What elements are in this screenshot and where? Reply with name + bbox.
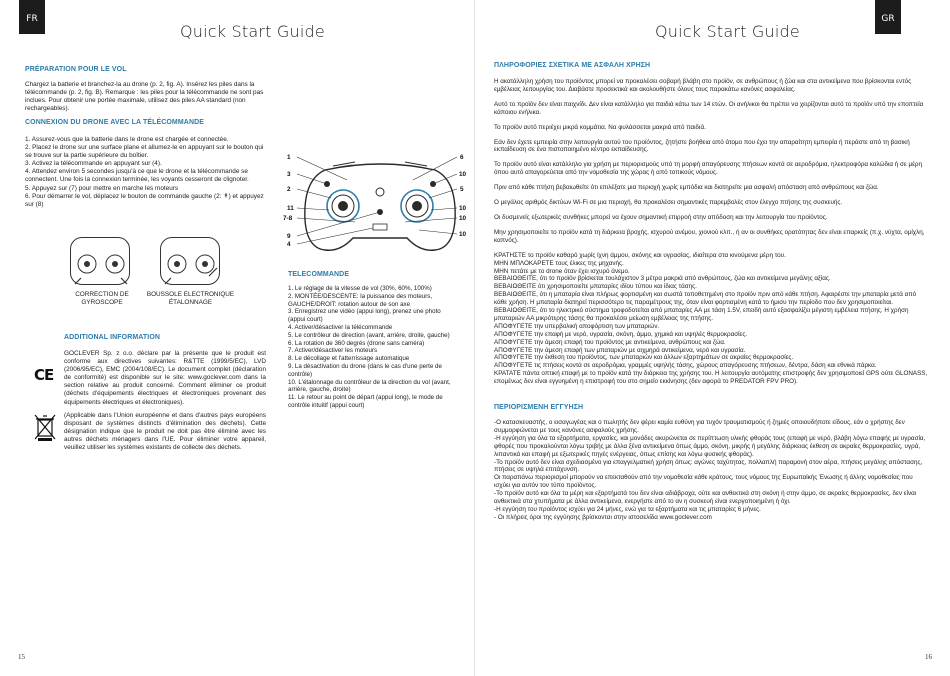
safety-rule: ΑΠΟΦΥΓΕΤΕ την άμεση επαφή των μπαταριών με αιχμηρά αντικείμενα, νερό και υγρασία.	[494, 346, 746, 354]
ce-mark-logo: CE	[34, 366, 54, 384]
safety-rule: ΜΗΝ ΜΠΛΟΚΑΡΕΤΕ τους έλικες της μηχανής.	[494, 259, 624, 267]
connection-step: 6. Pour démarrer le vol, déplacez le bouton de commande gauche (2: ↟) et appuyez sur (8)	[25, 192, 264, 208]
safety-rule: ΑΠΟΦΥΓΕΤΕ την υπερβολική αποφόρτιση των μπαταριών.	[494, 322, 660, 330]
connection-step: 1. Assurez-vous que la batterie dans le drone est chargée et connectée.	[25, 136, 229, 143]
page-title: Quick Start Guide	[180, 22, 325, 41]
remote-function-item: 7. Activer/désactiver les moteurs	[288, 347, 378, 355]
safety-paragraph: Αυτό το προϊόν δεν είναι παιχνίδι. Δεν είναι κατάλληλο για παιδιά κάτω των 14 ετών. Οι ανήλικοι θα πρέπει να χειρίζονται αυτό το προϊόν υπό την εποπτεία κάποιου ενήλικα.	[494, 100, 924, 116]
right-page	[475, 0, 950, 676]
safety-paragraph: Ο μεγάλος αριθμός δικτύων Wi-Fi σε μια περιοχή, θα προκαλέσει σημαντικές παρεμβολές στον έλεγχο πτήσης της συσκευής.	[494, 199, 843, 207]
connection-step: 5. Appuyez sur (7) pour mettre en marche les moteurs	[25, 184, 179, 192]
safety-paragraph: Εάν δεν έχετε εμπειρία στην λειτουργία αυτού του προϊόντος, ζητήστε βοήθεια από άτομο που έχει την απαραίτητη εμπειρία ή περάστε από τη βασική εκπαίδευση σε ένα πιστοποιημένο κέντρο εκπαίδευσης.	[494, 138, 910, 154]
connection-step: 2. Placez le drone sur une surface plane et allumez-le en appuyant sur le bouton qui se trouve sur la partie supérieure du boîtier.	[25, 144, 264, 160]
warranty-item: -Η εγγύηση του προϊόντος ισχύει για 24 μήνες, ενώ για τα εξαρτήματα και τις μπαταρίες 6 μήνες.	[494, 505, 761, 513]
section-title-connection: CONNEXION DU DRONE AVEC LA TÉLÉCOMMANDE	[25, 119, 205, 126]
safety-rule: ΑΠΟΦΥΓΕΤΕ τις πτήσεις κοντά σε αεροδρόμια, γραμμές υψηλής τάσης, χώρους απαγόρευσης πτήσεων, δέντρα, δάση και εθνικά πάρκα.	[494, 362, 877, 370]
safety-rule: ΑΠΟΦΥΓΕΤΕ την επαφή με νερό, υγρασία, σκόνη, άμμο, χημικά και υψηλές θερμοκρασίες.	[494, 330, 748, 338]
section-title-warranty: ΠΕΡΙΟΡΙΣΜΕΝΗ ΕΓΓΥΗΣΗ	[494, 404, 584, 411]
controller-label: 3	[287, 171, 291, 178]
safety-rule: ΒΕΒΑΙΩΘΕΙΤΕ, ότι το προϊόν βρίσκεται τουλάχιστον 3 μέτρα μακριά από ανθρώπους, ζώα και αντικείμενα μεγάλης αξίας.	[494, 275, 831, 283]
controller-label: 2	[287, 186, 291, 193]
gyro-caption: CORRECTION DE GYROSCOPE	[75, 291, 129, 306]
safety-rule: ΚΡΑΤΗΣΤΕ το προϊόν καθαρό χωρίς ίχνη άμμου, σκόνης και υγρασίας, ιδιαίτερα στα κινούμενα μέρη του.	[494, 251, 786, 259]
remote-function-item: 6. La rotation de 360 degrés (drone sans caméra)	[288, 339, 425, 347]
controller-label: 10	[459, 171, 467, 178]
additional-info-text: GOCLEVER Sp. z o.o. déclare par la présente que le produit est conforme aux directives suivantes: R&TTE (1999/5/EC), LVD (2006/95/EC), EMC (2004/108/EC). Le document complet (déclaration de conformité) est disponible sur le site: www.goclever.com dans la section relative au produit concerné. Comment éliminer ce produit (déchets d'équipements électriques et électroniques provenant des équipements électriques et électroniques).	[64, 350, 266, 406]
section-title-additional-info: ADDITIONAL INFORMATION	[64, 334, 161, 341]
controller-label: 11	[287, 205, 294, 212]
connection-step: 4. Attendez environ 5 secondes jusqu'à ce que le drone et la télécommande se connectent. Une fois la connexion terminée, les voyants cesseront de clignoter.	[25, 168, 249, 184]
controller-label: 9	[287, 233, 291, 240]
warranty-item: -Η εγγύηση για όλα τα εξαρτήματα, εργασίες, και μονάδες ακυρώνεται σε περίπτωση υλικής φθοράς τους (επαφή με νερό, βλάβη λόγω επαφής με υγρασία, φθορές που προκαλούνται λόγω τριβής με άλλα ξένα αντικείμενα όπως άμμο, σκόνη, μικρής ή μεγάλης διάρκειας έκθεση σε ακραίες θερμοκρασίες, υγρά, λιπαντικά και επαφή με εξωτερικές πηγές ενέργειας, όπως επίσης και λόγω φυσικής φθοράς).	[494, 434, 926, 458]
page-number: 15	[18, 653, 25, 661]
remote-function-item: 4. Activer/désactiver la télécommande	[288, 323, 393, 331]
controller-label: 6	[460, 154, 464, 161]
controller-label: 1	[287, 154, 291, 161]
safety-rule: ΒΕΒΑΙΩΘΕΙΤΕ, ότι η μπαταρία είναι πλήρως φορτισμένη και σωστά τοποθετημένη στο προϊόν πριν από κάθε πτήση. Αφαιρέστε την μπαταρία μετά από κάθε χρήση. Η μπαταρία διατηρεί περισσότερο τις παραμέτρους της, όταν είναι φορτισμένη κατά το ήμισυ την περίοδο που δεν χρησιμοποιείται.	[494, 291, 917, 307]
controller-label: 4	[287, 241, 291, 248]
controller-drawing	[285, 150, 475, 260]
remote-function-item: 9. La désactivation du drone (dans le cas d'une perte de contrôle)	[288, 362, 442, 378]
remote-functions-list	[288, 285, 453, 410]
controller-label: 10	[459, 205, 467, 212]
safety-paragraph: Το προϊόν αυτό περιέχει μικρά κομμάτια. Να φυλάσσεται μακριά από παιδιά.	[494, 123, 706, 131]
controller-diagram	[285, 150, 475, 260]
warranty-text	[494, 419, 929, 522]
warranty-item: -Το προϊόν αυτό δεν είναι σχεδιασμένο για επαγγελματική χρήση όπως: αγώνες ταχύτητας, πολλαπλή παραμονή στον αέρα, πτήσεις μεγάλης απόστασης, πτήσεις σε υψηλά επιτάχυνση.	[494, 458, 923, 474]
safety-rule: ΜΗΝ πετάτε με το drone όταν έχει ισχυρό άνεμο.	[494, 267, 630, 275]
compass-calibration-illustration	[160, 237, 220, 285]
safety-rule: ΒΕΒΑΙΩΘΕΙΤΕ ότι χρησιμοποιείτε μπαταρίες ιδίου τύπου και ίδιας τάσης.	[494, 283, 697, 291]
warranty-item: -Το προϊόν αυτό και όλα τα μέρη και εξαρτήματά του δεν είναι αδιάβροχα, ούτε και ανθεκτικά στη σκόνη ή στην άμμο, σε ακραίες θερμοκρασίες, δεν είναι ανθεκτικά στα χτυπήματα με άλλα αντικείμενα, ενεργήστε από το αν η συσκευή είναι ενεργοποιημένη ή όχι.	[494, 490, 917, 506]
safety-rule: ΑΠΟΦΥΓΕΤΕ την άμεση επαφή του προϊόντος με αντικείμενα, ανθρώπους και ζώα.	[494, 338, 726, 346]
controller-label: 10	[459, 231, 467, 238]
safety-paragraph: Μην χρησιμοποιείτε το προϊόν κατά τη διάρκεια βροχής, ισχυρού ανέμου, χιονιού κλπ., ή αν οι συνθήκες ορατότητας δεν είναι επαρκείς (π.χ. νύχτα, ομίχλη, καπνός).	[494, 228, 925, 244]
language-tab-fr: FR	[19, 0, 45, 34]
compass-caption: BOUSSOLE ELECTRONIQUE ÉTALONNAGE	[146, 291, 235, 306]
controller-label: 5	[460, 186, 464, 193]
safety-rule: ΑΠΟΦΥΓΕΤΕ την έκθεση του προϊόντος, των μπαταριών και άλλων εξαρτημάτων σε ακραίες θερμοκρασίες.	[494, 354, 794, 362]
remote-function-item: 10. L'étalonnage du contrôleur de la direction du vol (avant, arrière, gauche, droite)	[288, 378, 451, 394]
safety-paragraph: Πριν από κάθε πτήση βεβαιωθείτε ότι επιλέξατε μια περιοχή χωρίς εμπόδια και διατηρείτε μια ασφαλή απόσταση από ανθρώπους και ζώα.	[494, 184, 879, 192]
section-title-flight-prep: PRÉPARATION POUR LE VOL	[25, 66, 127, 73]
safety-paragraph: Οι δυσμενείς εξωτερικές συνθήκες μπορεί να έχουν σημαντική επιρροή στην απόδοση και την λειτουργία του προϊόντος.	[494, 213, 828, 221]
controller-label: 7-8	[283, 215, 293, 222]
safety-paragraphs	[494, 78, 929, 386]
remote-function-item: 3. Enregistrez une vidéo (appui long), prenez une photo (appui court)	[288, 308, 441, 324]
page-title: Quick Start Guide	[655, 22, 800, 41]
page-number: 16	[925, 653, 932, 661]
weee-bin-icon	[34, 414, 56, 442]
safety-paragraph: Η ακατάλληλη χρήση του προϊόντος μπορεί να προκαλέσει σοβαρή βλάβη στο προϊόν, σε ανθρώπους ή ζώα και στα αντικείμενα που βρίσκονται εντός εμβέλειας λειτουργίας του. Διαβάστε προσεκτικά και ακολουθήστε όλους τους παρακάτω κανόνες ασφαλείας.	[494, 78, 912, 93]
remote-function-item: 5. Le contrôleur de direction (avant, arrière, droite, gauche)	[288, 331, 450, 339]
remote-function-item: 11. Le retour au point de départ (appui long), le mode de contrôle intuitif (appui court)	[288, 394, 443, 409]
safety-rule: ΒΕΒΑΙΩΘΕΙΤΕ, ότι το ηλεκτρικό σύστημα τροφοδοτείται από μπαταρίες ΑΑ με τάση 1.5V, επειδή αυτό εξασφαλίζει μέγιστη εμβέλεια πτήσης. Η χρήση μπαταριών ΑΑ μικρότερης τάσης θα προκαλέσει μείωση εμβέλειας της πτήσης.	[494, 307, 909, 322]
safety-rule: ΚΡΑΤΑΤΕ πάντα οπτική επαφή με το προϊόν κατά την διάρκεια της χρήσης του. Η λειτουργία αυτόματης επιστροφής δεν χρησιμοποιεί GPS ούτε GLONASS, επομένως δεν είναι εγγυημένη η επιστροφή του στο σημείο εκκίνησης (δεν αφορά το PREDATOR FPV PRO).	[494, 370, 928, 386]
gyro-calibration-illustration	[70, 237, 130, 285]
remote-function-item: 1. Le réglage de la vitesse de vol (30%, 60%, 100%)	[288, 285, 432, 292]
safety-paragraph: Το προϊόν αυτό είναι κατάλληλο για χρήση με περιορισμούς υπό τη μορφή απαγόρευσης πτήσεων κοντά σε αεροδρόμια, ηλεκτροφόρα καλώδια ή σε μέρη όπου αυτό απαγορεύεται από την νομοθεσία της χώρας ή από τοπικούς νόμους.	[494, 161, 922, 177]
warranty-item: - Οι πλήρεις όροι της εγγύησης βρίσκονται στην ιστοσελίδα www.goclever.com	[494, 513, 712, 521]
connection-steps	[25, 136, 267, 209]
language-tab-gr: GR	[875, 0, 901, 34]
section-title-remote: TELECOMMANDE	[288, 271, 350, 278]
warranty-item: -Ο κατασκευαστής, ο εισαγωγέας και ο πωλητής δεν φέρει καμία ευθύνη για τυχόν τραυματισμούς ή ζημιές οποιουδήποτε είδους, εάν ο χρήστης δεν συμμορφώνεται με τους κανόνες ασφαλούς χρήσης.	[494, 419, 905, 434]
remote-function-item: 8. Le décollage et l'atterrissage automatique	[288, 355, 410, 363]
flight-prep-text: Chargez la batterie et branchez-la au drone (p. 2, fig. A). Insérez les piles dans la télécommande (p. 2, fig. B). Remarque : les piles pour la télécommande ne sont pas inclues. Pour obtenir une portée maximale, utilisez des piles AA standard (non rechargeables).	[25, 81, 264, 113]
connection-step: 3. Activez la télécommande en appuyant sur (4).	[25, 160, 162, 168]
warranty-item: Οι παραπάνω περιορισμοί μπορούν να επεκταθούν από την νομοθεσία κάθε κράτους, τους νόμους της Ευρωπαϊκής Ένωσης ή άλλης νομοθεσίας που ισχύει για αυτόν τον τύπο προϊόντος.	[494, 474, 913, 490]
remote-function-item: 2. MONTÉE/DESCENTE: la puissance des moteurs, GAUCHE/DROIT: rotation autour de son axe	[288, 292, 433, 308]
controller-label: 10	[459, 215, 467, 222]
section-title-safety: ΠΛΗΡΟΦΟΡΙΕΣ ΣΧΕΤΙΚΑ ΜΕ ΑΣΦΑΛΗ ΧΡΗΣΗ	[494, 62, 651, 69]
weee-text: (Applicable dans l'Union européenne et dans d'autres pays européens disposant de systèmes distincts d'élimination des déchets). Cette désignation indique que le produit ne doit pas être éliminé avec les autres déchets ménagers dans l'UE. Pour éliminer votre appareil, veuillez utiliser les systèmes existants de collecte des déchets.	[64, 412, 266, 452]
